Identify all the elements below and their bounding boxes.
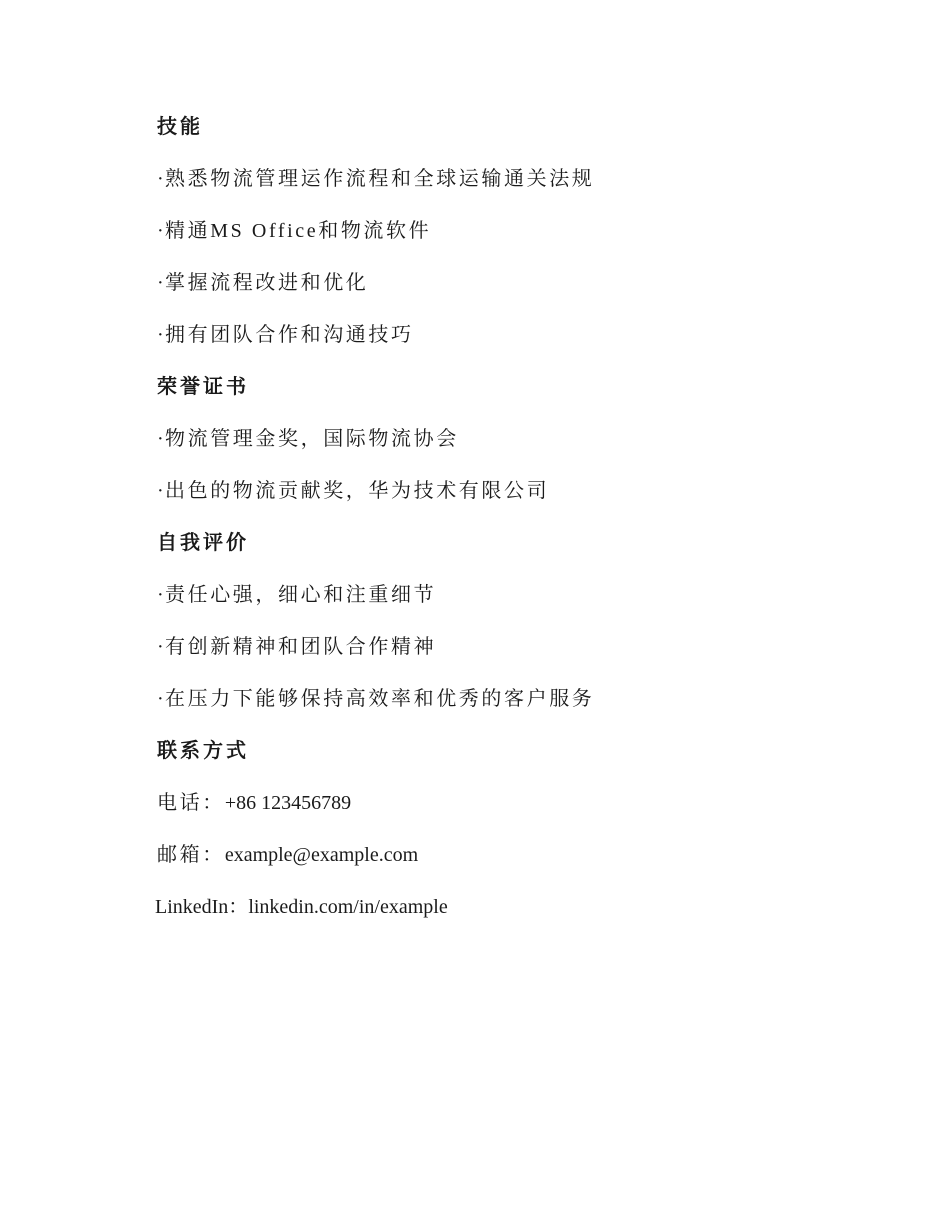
contact-heading: 联系方式 xyxy=(157,740,249,762)
self-evaluation-item xyxy=(157,684,857,736)
phone-value: +86 123456789 xyxy=(224,792,352,814)
honors-item-text: 物流管理金奖，国际物流协会 xyxy=(165,428,459,450)
skills-heading: 技能 xyxy=(157,116,203,138)
email-label: 邮箱： xyxy=(157,844,225,866)
skills-item xyxy=(157,164,857,216)
honors-heading: 荣誉证书 xyxy=(157,376,249,398)
contact-email xyxy=(157,840,857,892)
skills-item xyxy=(157,320,857,372)
linkedin-value: linkedin.com/in/example xyxy=(248,896,448,918)
honors-item xyxy=(157,424,857,476)
bullet-icon: · xyxy=(157,168,164,190)
skills-item-text: 熟悉物流管理运作流程和全球运输通关法规 xyxy=(165,168,595,190)
bullet-icon: · xyxy=(157,272,164,294)
bullet-icon: · xyxy=(157,220,164,242)
skills-item-text: 拥有团队合作和沟通技巧 xyxy=(165,324,414,346)
skills-item-text: 精通MS Office和物流软件 xyxy=(165,220,432,242)
bullet-icon: · xyxy=(157,584,164,606)
email-value: example@example.com xyxy=(224,844,419,866)
resume-page xyxy=(157,112,857,944)
contact-linkedin xyxy=(155,892,857,944)
linkedin-label: LinkedIn： xyxy=(155,896,249,918)
bullet-icon: · xyxy=(157,324,164,346)
bullet-icon: · xyxy=(157,636,164,658)
self-evaluation-item-text: 责任心强，细心和注重细节 xyxy=(165,584,437,606)
contact-phone xyxy=(157,788,857,840)
bullet-icon: · xyxy=(157,428,164,450)
self-evaluation-item-text: 在压力下能够保持高效率和优秀的客户服务 xyxy=(165,688,595,710)
skills-item xyxy=(157,216,857,268)
self-evaluation-item xyxy=(157,632,857,684)
bullet-icon: · xyxy=(157,688,164,710)
bullet-icon: · xyxy=(157,480,164,502)
self-evaluation-item xyxy=(157,580,857,632)
honors-item xyxy=(157,476,857,528)
self-evaluation-heading: 自我评价 xyxy=(157,532,249,554)
skills-item xyxy=(157,268,857,320)
phone-label: 电话： xyxy=(157,792,225,814)
honors-item-text: 出色的物流贡献奖，华为技术有限公司 xyxy=(165,480,550,502)
skills-item-text: 掌握流程改进和优化 xyxy=(165,272,369,294)
self-evaluation-item-text: 有创新精神和团队合作精神 xyxy=(165,636,437,658)
